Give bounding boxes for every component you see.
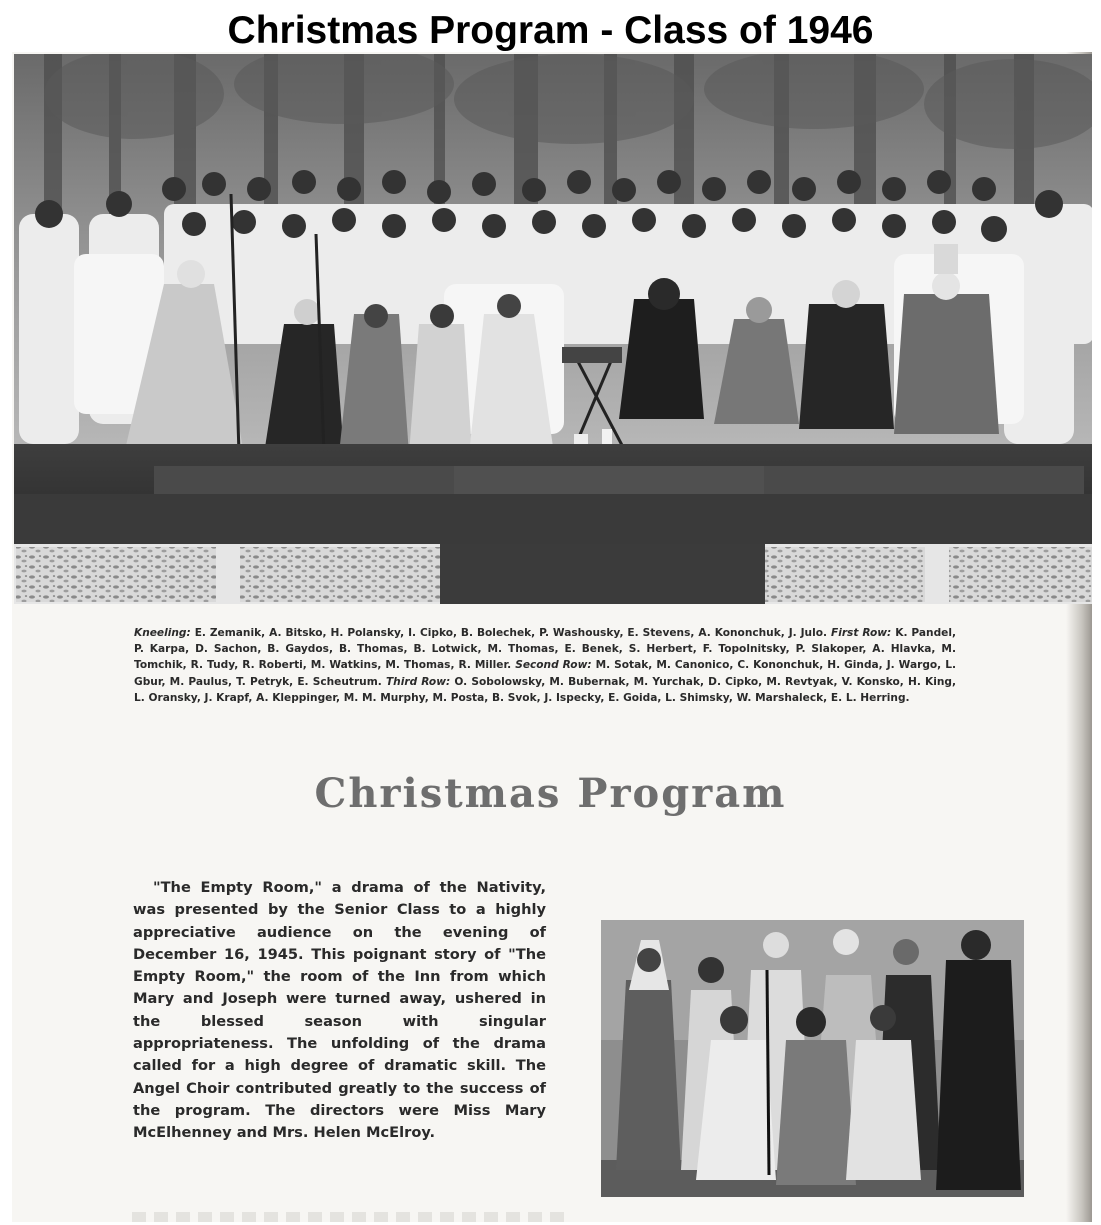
inset-cast-photo-drawing bbox=[601, 920, 1024, 1197]
print-bleed-through bbox=[132, 1212, 572, 1222]
caption-first-row-label: First Row: bbox=[830, 627, 892, 639]
caption-first-row-names: K. Pandel, P. Karpa, D. Sachon, B. Gaydos, B. Thomas, B. Lotwick, M. Thomas, E. Benek, S. Herbert, F. Topolnitsky, P. Slakoper, A. Hlavka, M. Tomchik, R. Tudy, R. Roberti, M. Watkins, M. Thomas, R. Miller. bbox=[134, 627, 956, 672]
photo-caption bbox=[134, 625, 956, 706]
inset-cast-photo bbox=[601, 920, 1024, 1197]
caption-second-row-names: M. Sotak, M. Canonico, C. Kononchuk, H. Ginda, J. Wargo, L. Gbur, M. Paulus, T. Petryk, E. Scheutrum. bbox=[134, 659, 956, 688]
caption-third-row-names: O. Sobolowsky, M. Bubernak, M. Yurchak, D. Cipko, M. Revtyak, V. Konsko, H. King, L. Oransky, J. Krapf, A. Kleppinger, M. M. Murphy, M. Posta, B. Svok, J. Ispecky, E. Goida, L. Shimsky, W. Marshaleck, E. L. Herring. bbox=[134, 675, 956, 704]
caption-kneeling-names: E. Zemanik, A. Bitsko, H. Polansky, I. Cipko, B. Bolechek, P. Washousky, E. Stevens, A. Kononchuk, J. Julo. bbox=[194, 627, 828, 639]
scanned-page bbox=[12, 52, 1092, 1222]
caption-kneeling-label: Kneeling: bbox=[134, 627, 191, 639]
section-heading: Christmas Program bbox=[314, 770, 787, 817]
article-body: "The Empty Room," a drama of the Nativity, was presented by the Senior Class to a highly appreciative audience on the evening of December 16, 1945. This poignant story of "The Empty Room," the room of the Inn from which Mary and Joseph were turned away, ushered in the blessed season with singular appropriateness. The unfolding of the drama called for a high degree of dramatic skill. The Angel Choir contributed greatly to the success of the program. The directors were Miss Mary McElhenney and Mrs. Helen McElroy. bbox=[133, 879, 546, 1142]
page-title: Christmas Program - Class of 1946 bbox=[227, 9, 874, 52]
caption-third-row-label: Third Row: bbox=[385, 675, 451, 688]
caption-second-row-label: Second Row: bbox=[515, 659, 592, 672]
main-stage-photo-drawing bbox=[14, 54, 1092, 604]
main-stage-photo bbox=[14, 54, 1092, 604]
